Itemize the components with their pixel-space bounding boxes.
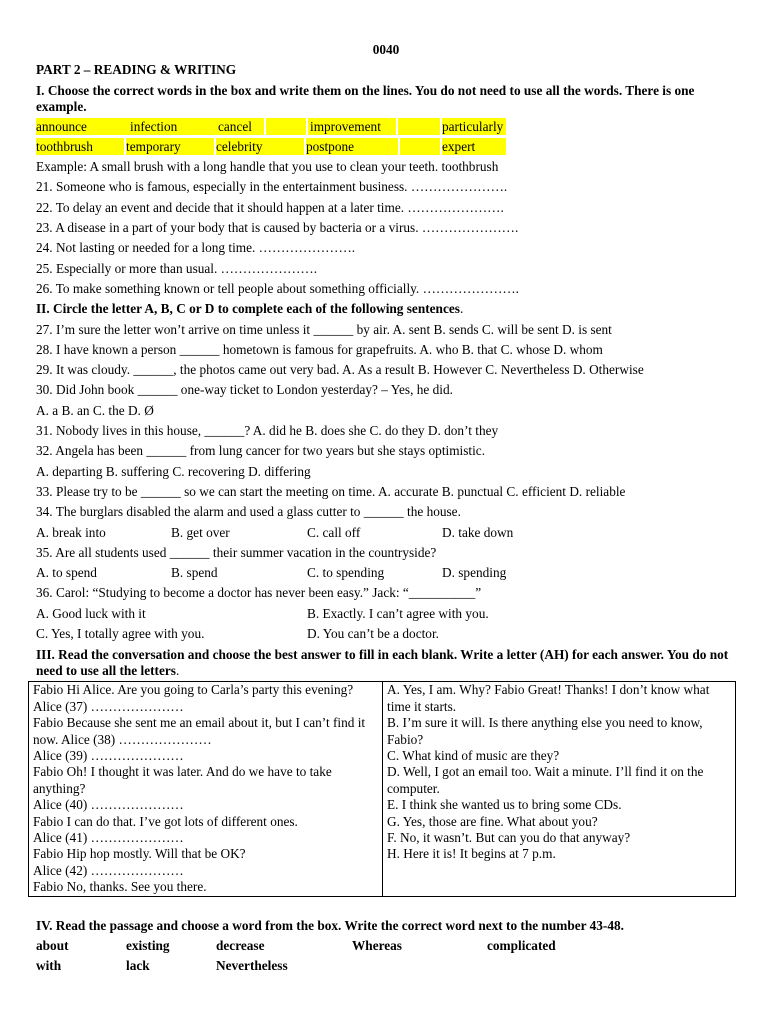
option-a: A. to spend	[36, 565, 97, 581]
option-d: D. You can’t be a doctor.	[307, 626, 439, 642]
answer-option: E. I think she wanted us to bring some CDs.	[387, 797, 622, 813]
conversation-line: Fabio Oh! I thought it was later. And do we have to take anything?	[33, 764, 332, 796]
option-d: D. spending	[442, 565, 507, 581]
word-box-item: toothbrush	[36, 138, 124, 155]
option-b: B. get over	[171, 524, 230, 540]
conversation-table	[28, 681, 736, 896]
conversation-line: Alice (39) …………………	[33, 747, 184, 763]
conversation-line: Alice (42) …………………	[33, 862, 184, 878]
word-box-item: temporary	[126, 138, 214, 155]
option-b: B. Exactly. I can’t agree with you.	[307, 605, 489, 621]
word-box-item: announce	[36, 118, 128, 135]
section2-heading-line: II. Circle the letter A, B, C or D to complete each of the following sentences.	[36, 301, 464, 317]
word-box-item: postpone	[306, 138, 398, 155]
question-34: 34. The burglars disabled the alarm and used a glass cutter to ______ the house.	[36, 504, 461, 520]
option-c: C. to spending	[307, 565, 385, 581]
part-title: PART 2 – READING & WRITING	[36, 62, 237, 78]
conversation-line: Fabio Hip hop mostly. Will that be OK?	[33, 846, 246, 862]
section3-heading-line: III. Read the conversation and choose the best answer to fill in each blank. Write a letter (AH) for each answer. You do not need to use all the letters.	[36, 647, 729, 679]
option-c: C. call off	[307, 524, 361, 540]
option-b: B. spend	[171, 565, 218, 581]
doc-code: 0040	[372, 42, 400, 57]
word-box-item: complicated	[487, 937, 556, 953]
answer-option: C. What kind of music are they?	[387, 747, 560, 763]
question-36: 36. Carol: “Studying to become a doctor has never been easy.” Jack: “__________”	[36, 585, 482, 601]
question-35: 35. Are all students used ______ their summer vacation in the countryside?	[36, 544, 437, 560]
question-28: 28. I have known a person ______ hometown is famous for grapefruits. A. who B. that C. whose D. whom	[36, 341, 603, 357]
word-box-item: Whereas	[352, 937, 402, 953]
word-box-item: decrease	[216, 937, 265, 953]
question-26: 26. To make something known or tell people about something officially. ………………….	[36, 280, 519, 296]
question-29: 29. It was cloudy. ______, the photos came out very bad. A. As a result B. However C. Nevertheless D. Otherwise	[36, 362, 644, 378]
question-36-options-row-1	[36, 604, 736, 624]
section4-word-row-1	[36, 936, 736, 956]
question-34-options	[36, 523, 736, 543]
section2-heading: II. Circle the letter A, B, C or D to complete each of the following sentences	[36, 301, 460, 317]
conversation-line: Alice (37) …………………	[33, 698, 184, 714]
conversation-line: Fabio I can do that. I’ve got lots of different ones.	[33, 813, 298, 829]
conversation-line: Fabio Hi Alice. Are you going to Carla’s party this evening?	[33, 682, 354, 698]
conversation-line: Alice (41) …………………	[33, 829, 184, 845]
answer-option: F. No, it wasn’t. But can you do that anyway?	[387, 829, 631, 845]
question-23: 23. A disease in a part of your body that is caused by bacteria or a virus. ………………….	[36, 220, 519, 236]
conversation-column	[29, 682, 383, 896]
word-box-gap	[400, 138, 440, 155]
word-box-gap	[266, 118, 306, 135]
question-33: 33. Please try to be ______ so we can start the meeting on time. A. accurate B. punctual C. efficient D. reliable	[36, 483, 626, 499]
section4-heading: IV. Read the passage and choose a word from the box. Write the correct word next to the number 43-48.	[36, 917, 624, 933]
word-box-gap	[398, 118, 440, 135]
section3-heading: III. Read the conversation and choose the best answer to fill in each blank. Write a letter (AH) for each answer. You do not need to use all the letters	[36, 647, 729, 679]
question-32-options: A. departing B. suffering C. recovering D. differing	[36, 463, 311, 479]
answers-column	[383, 682, 736, 896]
question-35-options	[36, 563, 736, 583]
question-25: 25. Especially or more than usual. ………………….	[36, 260, 318, 276]
question-31: 31. Nobody lives in this house, ______? A. did he B. does she C. do they D. don’t they	[36, 423, 499, 439]
question-22: 22. To delay an event and decide that it should happen at a later time. ………………….	[36, 199, 504, 215]
conversation-line: Alice (40) …………………	[33, 797, 184, 813]
answer-option: D. Well, I got an email too. Wait a minute. I’ll find it on the computer.	[387, 764, 704, 796]
word-box-item: cancel	[218, 118, 264, 135]
conversation-line: Fabio No, thanks. See you there.	[33, 879, 207, 895]
section4-word-row-2	[36, 956, 736, 976]
answer-option: A. Yes, I am. Why? Fabio Great! Thanks! I don’t know what time it starts.	[387, 682, 710, 714]
question-27: 27. I’m sure the letter won’t arrive on time unless it ______ by air. A. sent B. sends C. will be sent D. is sent	[36, 321, 612, 337]
answer-option: B. I’m sure it will. Is there anything else you need to know, Fabio?	[387, 715, 703, 747]
question-32: 32. Angela has been ______ from lung cancer for two years but she stays optimistic.	[36, 443, 486, 459]
word-box-item: expert	[442, 138, 506, 155]
word-box-item: about	[36, 937, 69, 953]
conversation-line: Fabio Because she sent me an email about it, but I can’t find it now. Alice (38) …………………	[33, 715, 366, 747]
section1-heading: I. Choose the correct words in the box and write them on the lines. You do not need to use all the words. There is one example.	[36, 82, 695, 114]
answer-option: H. Here it is! It begins at 7 p.m.	[387, 846, 556, 862]
word-box-row-2	[36, 137, 736, 157]
question-36-options-row-2	[36, 624, 736, 644]
question-30-options: A. a B. an C. the D. Ø	[36, 402, 154, 418]
option-d: D. take down	[442, 524, 514, 540]
option-a: A. break into	[36, 524, 106, 540]
word-box-row-1	[36, 117, 736, 137]
option-a: A. Good luck with it	[36, 605, 146, 621]
word-box-item: infection	[128, 118, 218, 135]
question-24: 24. Not lasting or needed for a long time. ………………….	[36, 240, 356, 256]
word-box-item: celebrity	[216, 138, 304, 155]
word-box-item: improvement	[308, 118, 396, 135]
answer-option: G. Yes, those are fine. What about you?	[387, 813, 598, 829]
word-box-item: particularly	[442, 118, 506, 135]
question-21: 21. Someone who is famous, especially in the entertainment business. ………………….	[36, 179, 508, 195]
word-box-item: Nevertheless	[216, 958, 288, 974]
option-c: C. Yes, I totally agree with you.	[36, 626, 205, 642]
question-30: 30. Did John book ______ one-way ticket to London yesterday? – Yes, he did.	[36, 382, 453, 398]
word-box-item: with	[36, 958, 62, 974]
document-page	[33, 40, 736, 976]
example-line: Example: A small brush with a long handle that you use to clean your teeth. toothbrush	[36, 159, 499, 175]
word-box-item: lack	[126, 958, 150, 974]
word-box-item: existing	[126, 937, 170, 953]
